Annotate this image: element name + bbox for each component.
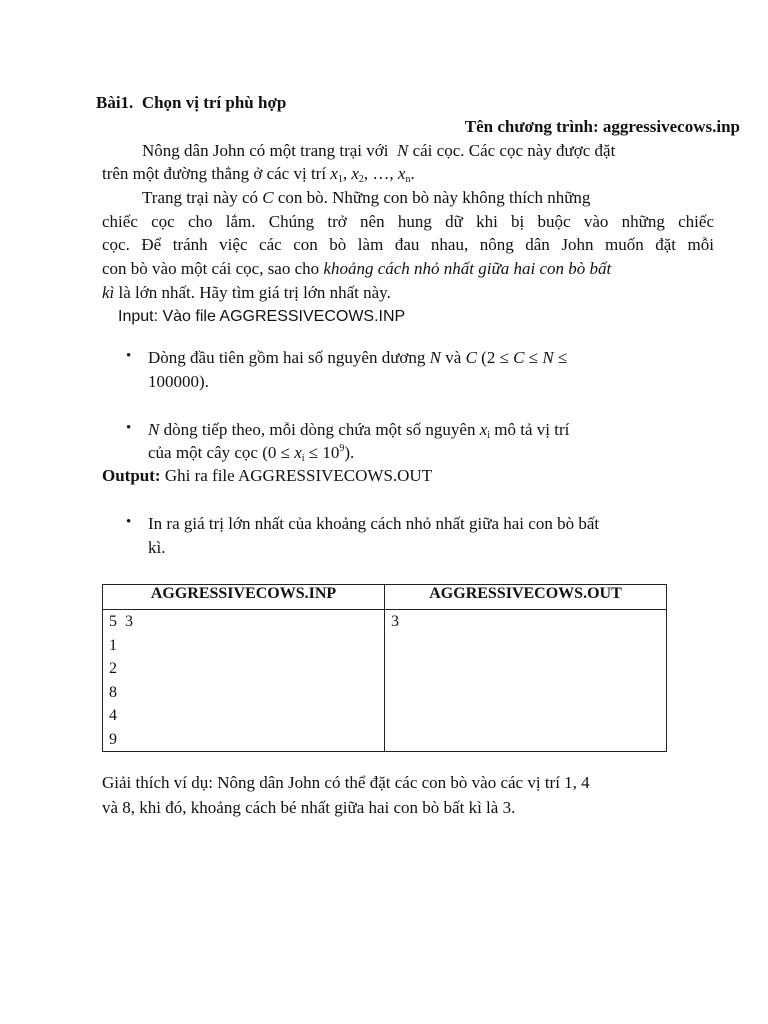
var-c: C [513, 348, 525, 367]
input-label: Input: Vào file AGGRESSIVECOWS.INP [118, 308, 406, 325]
output-label-text: Ghi ra file AGGRESSIVECOWS.OUT [164, 466, 433, 485]
subscript: i [301, 453, 305, 464]
subscript: i [487, 430, 491, 441]
var-n: N [542, 348, 554, 367]
bullet-text: ). [344, 443, 355, 462]
output-label-bold: Output: [102, 466, 161, 485]
var-x: x [294, 443, 302, 462]
var-x: x [351, 164, 359, 183]
para-text: là lớn nhất. Hãy tìm giá trị lớn nhất này. [118, 283, 391, 302]
bullet-3-line-1: In ra giá trị lớn nhất của khoảng cách nhỏ nhất giữa hai con bò bất [148, 514, 600, 533]
intro-text: Nông dân John có một trang trại với [142, 141, 389, 160]
var-n: N [396, 141, 409, 160]
bullet-3-line-2: kì. [148, 538, 166, 557]
output-cell [385, 610, 667, 752]
input-line: 2 [109, 660, 117, 677]
intro-text: cái cọc. Các cọc này được đặt [412, 141, 616, 160]
input-line: 8 [109, 683, 117, 701]
explanation-line-1: Giải thích ví dụ: Nông dân John có thể đặt các con bò vào các vị trí 1, 4 [102, 773, 590, 792]
para-italic: khoảng cách nhỏ nhất giữa hai con bò bất [323, 259, 612, 278]
bullet-1-line-1 [148, 346, 567, 370]
problem-name: Chọn vị trí phù hợp [141, 93, 287, 112]
subscript: 2 [358, 174, 364, 185]
input-line: 4 [109, 707, 117, 724]
period: . [410, 164, 415, 183]
subscript: 1 [337, 174, 343, 185]
para-italic: kì [102, 283, 115, 302]
ellipsis: …, [372, 164, 394, 183]
problem-title [96, 91, 286, 115]
para2-line-5 [102, 281, 391, 305]
bullet-dot: • [126, 420, 132, 436]
input-line: 1 [109, 636, 117, 654]
var-n: N [148, 420, 160, 439]
input-line: 9 [109, 730, 117, 748]
para-text: Trang trại này có [142, 188, 258, 207]
var-c: C [465, 348, 477, 367]
var-x: x [330, 164, 338, 183]
var-x: x [397, 164, 406, 183]
para-text: con bò. Những con bò này không thích những [277, 188, 591, 207]
intro-line-2 [102, 162, 415, 186]
program-name: Tên chương trình: aggressivecows.inp [464, 117, 740, 136]
var-x: x [479, 420, 488, 439]
table-row [103, 610, 667, 752]
le-sign: ≤ [557, 348, 568, 367]
comma: , [363, 164, 369, 183]
bullet-text: của một cây cọc (0 ≤ [148, 443, 290, 462]
output-line: 3 [391, 613, 399, 630]
var-n: N [429, 348, 442, 367]
input-file-header: AGGRESSIVECOWS.INP [103, 585, 385, 610]
input-cell [103, 610, 385, 752]
table-header-row [103, 585, 667, 610]
para-text: con bò vào một cái cọc, sao cho [102, 259, 320, 278]
bullet-text: và [445, 348, 462, 367]
bullet-text: mô tả vị trí [494, 420, 570, 439]
intro-text: trên một đường thẳng ở các vị trí [102, 164, 327, 183]
subscript: n [405, 174, 411, 185]
para2-line-3: cọc. Để tránh việc các con bò làm đau nhau, nông dân John muốn đặt mỗi [102, 235, 714, 254]
explanation-line-2: và 8, khi đó, khoảng cách bé nhất giữa hai con bò bất kì là 3. [102, 798, 516, 817]
input-line: 5 3 [109, 613, 133, 630]
bullet-dot: • [126, 348, 132, 364]
bullet-text: (2 ≤ [481, 348, 509, 367]
bullet-1-line-2: 100000). [148, 372, 209, 391]
comma: , [342, 164, 348, 183]
bullet-2-line-2 [148, 441, 354, 465]
problem-number: Bài1. [96, 93, 134, 112]
bullet-text: Dòng đầu tiên gồm hai số nguyên dương [148, 348, 426, 367]
bullet-2-line-1 [148, 418, 569, 442]
bullet-dot: • [126, 514, 132, 530]
bullet-text: ≤ 10 [308, 443, 340, 462]
output-file-header: AGGRESSIVECOWS.OUT [385, 585, 667, 610]
le-sign: ≤ [528, 348, 539, 367]
para2-line-1 [142, 186, 590, 210]
var-c: C [262, 188, 274, 207]
sample-table [102, 584, 667, 752]
bullet-text: dòng tiếp theo, mỗi dòng chứa một số nguyên [163, 420, 476, 439]
output-label [102, 464, 432, 488]
superscript: 9 [339, 443, 345, 454]
para2-line-4 [102, 257, 611, 281]
para2-line-2: chiếc cọc cho lắm. Chúng trở nên hung dữ khi bị buộc vào những chiếc [102, 212, 714, 231]
intro-line-1 [142, 139, 615, 163]
